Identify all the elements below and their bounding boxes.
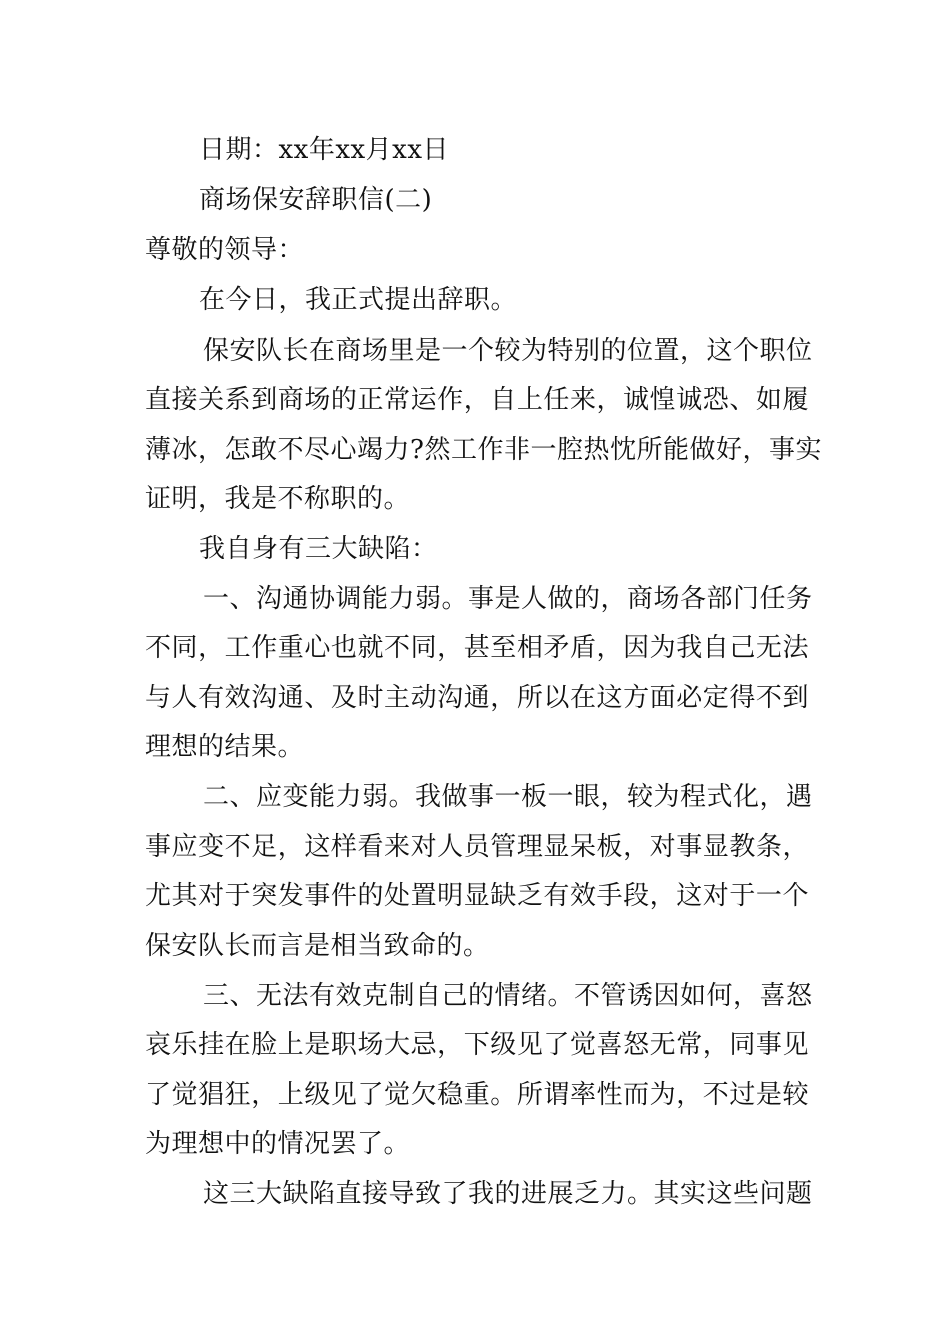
paragraph-line: 这三大缺陷直接导致了我的进展乏力。其实这些问题 (203, 1179, 813, 1209)
paragraph-line: 保安队长而言是相当致命的。 (145, 931, 490, 961)
salutation: 尊敬的领导： (145, 235, 305, 265)
paragraph-line: 为理想中的情况罢了。 (145, 1129, 411, 1159)
paragraph-line: 薄冰，怎敢不尽心竭力?然工作非一腔热忱所能做好，事实 (145, 435, 822, 465)
paragraph-line: 不同，工作重心也就不同，甚至相矛盾，因为我自己无法 (145, 633, 809, 663)
date-line: 日期：xx年xx月xx日 (199, 135, 449, 165)
paragraph-line: 在今日，我正式提出辞职。 (199, 285, 518, 315)
paragraph-line: 证明，我是不称职的。 (145, 484, 411, 514)
paragraph-line: 二、应变能力弱。我做事一板一眼，较为程式化，遇 (203, 782, 813, 812)
letter-title: 商场保安辞职信(二) (199, 185, 433, 215)
paragraph-line: 了觉猖狂，上级见了觉欠稳重。所谓率性而为，不过是较 (145, 1080, 809, 1110)
paragraph-line: 理想的结果。 (145, 732, 305, 762)
paragraph-line: 事应变不足，这样看来对人员管理显呆板，对事显教条， (145, 832, 809, 862)
paragraph-line: 与人有效沟通、及时主动沟通，所以在这方面必定得不到 (145, 683, 809, 713)
paragraph-line: 我自身有三大缺陷： (199, 534, 438, 564)
paragraph-line: 哀乐挂在脸上是职场大忌，下级见了觉喜怒无常，同事见 (145, 1030, 809, 1060)
paragraph-line: 一、沟通协调能力弱。事是人做的，商场各部门任务 (203, 584, 813, 614)
paragraph-line: 直接关系到商场的正常运作，自上任来，诚惶诚恐、如履 (145, 385, 809, 415)
paragraph-line: 三、无法有效克制自己的情绪。不管诱因如何，喜怒 (203, 981, 813, 1011)
paragraph-line: 尤其对于突发事件的处置明显缺乏有效手段，这对于一个 (145, 881, 809, 911)
paragraph-line: 保安队长在商场里是一个较为特别的位置，这个职位 (203, 336, 813, 366)
